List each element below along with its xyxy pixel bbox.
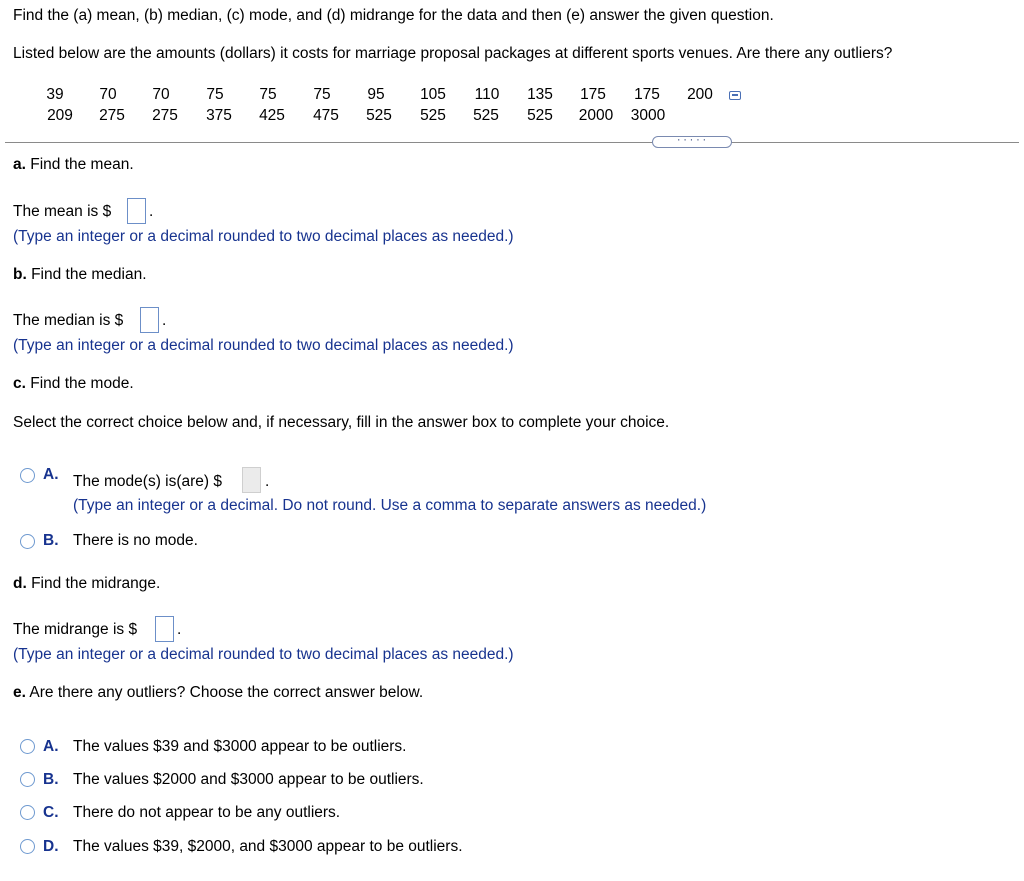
data-cell: 525 (420, 107, 446, 124)
median-answer-input[interactable] (140, 307, 159, 333)
mean-answer-input[interactable] (127, 198, 146, 224)
data-cell: 70 (99, 86, 117, 103)
data-cell: 200 (687, 86, 713, 103)
outlier-choice-c-radio[interactable] (20, 805, 35, 820)
data-cell: 275 (152, 107, 178, 124)
part-d-heading: d. Find the midrange. (13, 575, 161, 592)
expand-toggle-button[interactable]: ····· (652, 136, 732, 148)
mean-answer-line: The mean is $ (13, 203, 112, 220)
part-e-heading: e. Are there any outliers? Choose the correct answer below. (13, 684, 424, 701)
median-hint: (Type an integer or a decimal rounded to two decimal places as needed.) (13, 337, 514, 354)
data-cell: 475 (313, 107, 339, 124)
outlier-choice-c-letter: C. (43, 804, 59, 821)
copy-data-icon[interactable] (729, 91, 741, 100)
data-cell: 525 (473, 107, 499, 124)
data-cell: 39 (46, 86, 64, 103)
outlier-choice-a-radio[interactable] (20, 739, 35, 754)
part-b-heading: b. Find the median. (13, 266, 147, 283)
data-cell: 525 (527, 107, 553, 124)
outlier-choice-d-text: The values $39, $2000, and $3000 appear to be outliers. (73, 838, 463, 855)
outlier-choice-d-letter: D. (43, 838, 59, 855)
outlier-choice-d-radio[interactable] (20, 839, 35, 854)
mode-choice-a-letter: A. (43, 466, 59, 483)
divider (5, 142, 1019, 143)
mode-choice-b-letter: B. (43, 532, 59, 549)
data-cell: 135 (527, 86, 553, 103)
data-cell: 209 (47, 107, 73, 124)
mode-hint: (Type an integer or a decimal. Do not round. Use a comma to separate answers as needed.) (73, 497, 707, 514)
outlier-choice-c-text: There do not appear to be any outliers. (73, 804, 341, 821)
question-prompt: Listed below are the amounts (dollars) it costs for marriage proposal packages at different sports venues. Are there any outliers? (13, 45, 893, 62)
midrange-answer-suffix: . (177, 621, 182, 638)
mode-answer-suffix: . (265, 473, 270, 490)
outlier-choice-b-text: The values $2000 and $3000 appear to be outliers. (73, 771, 424, 788)
outlier-choice-a-letter: A. (43, 738, 59, 755)
data-cell: 525 (366, 107, 392, 124)
data-cell: 75 (313, 86, 331, 103)
data-cell: 375 (206, 107, 232, 124)
outlier-choice-b-radio[interactable] (20, 772, 35, 787)
data-cell: 75 (206, 86, 224, 103)
data-cell: 175 (580, 86, 606, 103)
outlier-choice-b-letter: B. (43, 771, 59, 788)
data-cell: 425 (259, 107, 285, 124)
data-cell: 75 (259, 86, 277, 103)
data-cell: 2000 (578, 107, 614, 124)
mode-choice-a-radio[interactable] (20, 468, 35, 483)
part-a-heading: a. Find the mean. (13, 156, 134, 173)
data-cell: 70 (152, 86, 170, 103)
data-cell: 105 (420, 86, 446, 103)
part-c-heading: c. Find the mode. (13, 375, 134, 392)
data-cell: 110 (474, 86, 500, 103)
mode-choice-b-radio[interactable] (20, 534, 35, 549)
mode-instruction: Select the correct choice below and, if necessary, fill in the answer box to complete your choice. (13, 414, 670, 431)
median-answer-line: The median is $ (13, 312, 124, 329)
instruction-text: Find the (a) mean, (b) median, (c) mode, and (d) midrange for the data and then (e) answer the given question. (13, 7, 774, 24)
midrange-answer-line: The midrange is $ (13, 621, 138, 638)
outlier-choice-a-text: The values $39 and $3000 appear to be outliers. (73, 738, 407, 755)
mean-hint: (Type an integer or a decimal rounded to two decimal places as needed.) (13, 228, 514, 245)
mean-answer-suffix: . (149, 203, 154, 220)
median-answer-suffix: . (162, 312, 167, 329)
mode-choice-b-text: There is no mode. (73, 532, 198, 549)
data-cell: 175 (634, 86, 660, 103)
midrange-answer-input[interactable] (155, 616, 174, 642)
data-cell: 95 (367, 86, 385, 103)
data-cell: 275 (99, 107, 125, 124)
mode-answer-input[interactable] (242, 467, 261, 493)
mode-choice-a-text: The mode(s) is(are) $ (73, 473, 223, 490)
midrange-hint: (Type an integer or a decimal rounded to two decimal places as needed.) (13, 646, 514, 663)
data-cell: 3000 (630, 107, 666, 124)
